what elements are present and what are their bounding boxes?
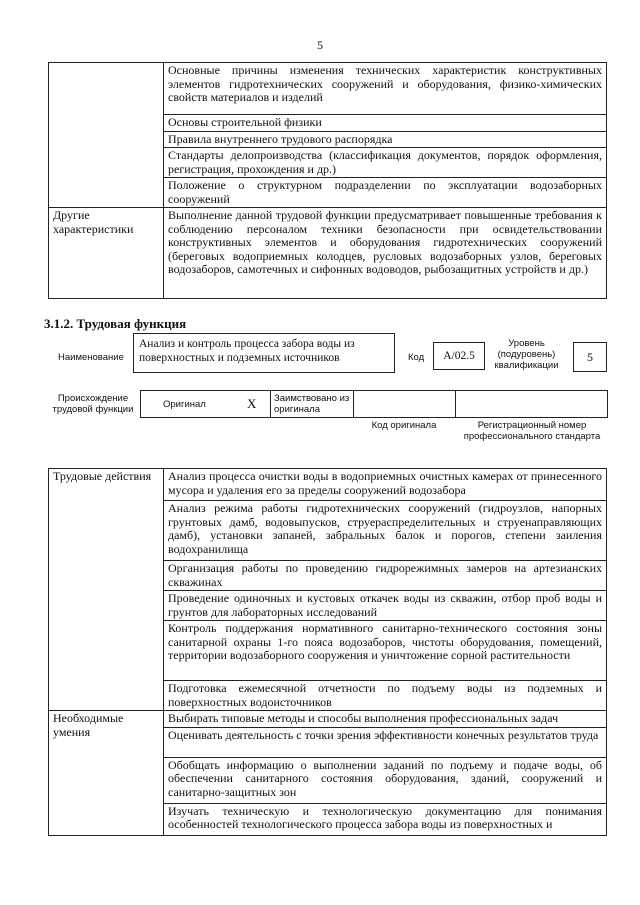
origin-row (140, 390, 608, 418)
table-cell: Анализ процесса очистки воды в водоприемных очистных камерах от принесенного мусора и удаления его за пределы сооружений водозабора (164, 469, 607, 501)
level-label: Уровень (подуровень) квалификации (494, 338, 559, 371)
table-cell: Выбирать типовые методы и способы выполнения профессиональных задач (164, 711, 607, 728)
table-cell: Основы строительной физики (164, 115, 607, 132)
table-cell: Обобщать информацию о выполнении заданий по подъему и подаче воды, об обеспечении санитарного состояния оборудования, зданий, сооружений и санитарно-защитных зон (164, 757, 607, 803)
table-cell: Правила внутреннего трудового распорядка (164, 131, 607, 148)
code-field: A/02.5 (433, 342, 485, 370)
divider (353, 390, 354, 417)
reg-number-caption: Регистрационный номер профессионального стандарта (463, 420, 601, 442)
table-cell: Стандарты делопроизводства (классификация документов, порядок оформления, регистрация, прохождения и др.) (164, 148, 607, 178)
table-cell: Положение о структурном подразделении по эксплуатации водозаборных сооружений (164, 178, 607, 208)
code-label: Код (408, 352, 425, 363)
origin-label: Происхождение трудовой функции (52, 393, 134, 415)
original-label: Оригинал (163, 399, 206, 410)
table-cell: Проведение одиночных и кустовых откачек воды из скважин, отбор проб воды и грунтов для лабораторных исследований (164, 591, 607, 621)
table-cell: Анализ режима работы гидротехнических сооружений (гидроузлов, напорных грунтовых дамб, водовыпусков, струераспределительных и струенаправляющих дамб), установки запаней, забральных балок и порогов, степени заиления водохранилища (164, 501, 607, 561)
table-cell: Основные причины изменения технических характеристик конструктивных элементов гидротехнических сооружений и оборудования, физико-химических свойств материалов и изделий (164, 63, 607, 115)
actions-table (48, 468, 607, 836)
borrowed-label: Заимствовано из оригинала (274, 393, 350, 415)
table-label: Другие характеристики (49, 208, 164, 299)
table-cell: Организация работы по проведению гидрорежимных замеров на артезианских скважинах (164, 561, 607, 591)
level-field: 5 (573, 342, 607, 372)
section-heading: 3.1.2. Трудовая функция (44, 316, 187, 331)
table-label (49, 63, 164, 208)
table-label: Трудовые действия (49, 469, 164, 711)
divider (270, 390, 271, 417)
table-label: Необходимые умения (49, 711, 164, 836)
table-cell: Выполнение данной трудовой функции предусматривает повышенные требования к соблюдению персоналом техники безопасности при освидетельствовании конструктивных элементов и оборудования гидротехнических сооружений (береговых водоприемных колодцев, русловых водозаборных узлов, береговых водозаборов, самотечных и сифонных водоводов, рыбозащитных устройств и др.) (164, 208, 607, 299)
name-label: Наименование (58, 352, 124, 363)
original-mark: X (247, 396, 257, 411)
divider (455, 390, 456, 417)
function-name-field: Анализ и контроль процесса забора воды из поверхностных и подземных источников (133, 333, 395, 373)
table-cell: Изучать техническую и технологическую документацию для понимания особенностей технологического процесса забора воды из поверхностных и (164, 803, 607, 835)
page-number: 5 (317, 38, 323, 52)
table-cell: Оценивать деятельность с точки зрения эффективности конечных результатов труда (164, 727, 607, 757)
table-cell: Подготовка ежемесячной отчетности по подъему воды из подземных и поверхностных водоисточников (164, 681, 607, 711)
table-cell: Контроль поддержания нормативного санитарно-технического состояния зоны санитарной охраны 1-го пояса водозаборов, чистоты оборудования, помещений, территории водозаборного сооружения и уничтожение сорной растительности (164, 621, 607, 681)
code-original-caption: Код оригинала (371, 420, 437, 431)
knowledge-table (48, 62, 607, 299)
